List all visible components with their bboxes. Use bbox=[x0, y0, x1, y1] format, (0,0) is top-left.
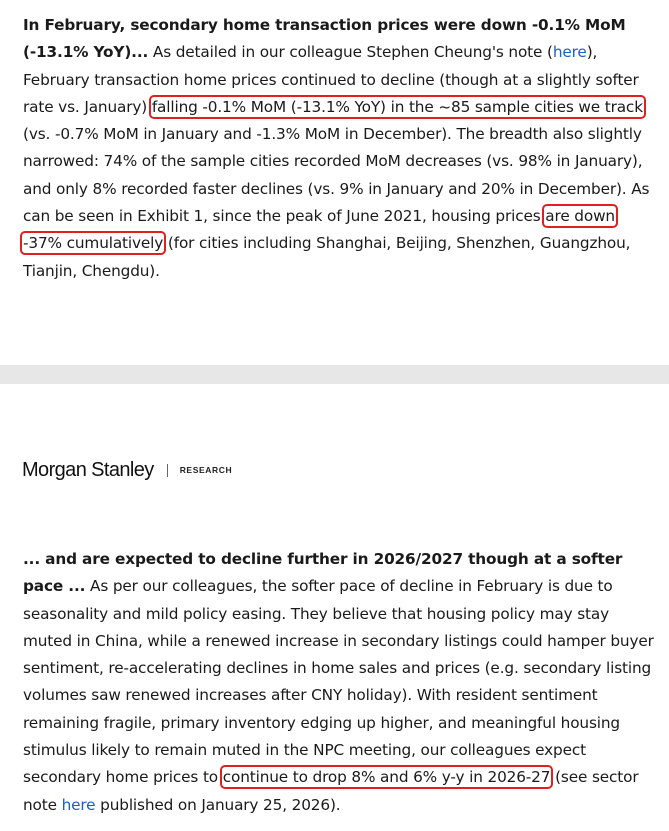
highlight-box: continue to drop 8% and 6% y-y in 2026-27 bbox=[222, 768, 551, 787]
paragraph-text: (for cities including Shanghai, Beijing, Shenzhen, Guangzhou, Tianjin, Chengdu). bbox=[23, 234, 631, 280]
paragraph-feb-prices bbox=[23, 12, 655, 285]
logo-separator bbox=[167, 464, 168, 477]
paragraph-text: ), February transaction home prices continued to decline (though at a slightly softer rate vs. January) bbox=[23, 43, 639, 116]
paragraph-text: published on January 25, 2026). bbox=[95, 795, 341, 814]
research-label: RESEARCH bbox=[179, 465, 233, 475]
paragraph-text: (vs. -0.7% MoM in January and -1.3% MoM in December). The breadth also slightly narrowed: 74% of the sample cities recorded MoM decreases (vs. 98% in January), and only 8% recorded faster declines (vs. 9% in January and 20% in December). As can be seen in Exhibit 1, since the peak of June 2021, housing prices bbox=[23, 125, 650, 226]
highlight-box: falling -0.1% MoM (-13.1% YoY) in the ~85 sample cities we track bbox=[151, 97, 643, 116]
paragraph-lead: ... and are expected to decline further in 2026/2027 though at a softer pace ... bbox=[23, 550, 623, 596]
brand-header bbox=[22, 457, 232, 483]
paragraph-text: (see sector note bbox=[23, 768, 639, 814]
section-divider bbox=[0, 365, 669, 384]
paragraph-lead: In February, secondary home transaction prices were down -0.1% MoM (-13.1% YoY)... bbox=[23, 16, 626, 62]
highlight-box: are down -37% cumulatively bbox=[23, 207, 615, 253]
paragraph-text: As detailed in our colleague Stephen Cheung's note ( bbox=[148, 43, 553, 62]
paragraph-outlook bbox=[23, 546, 655, 819]
morgan-stanley-logo: Morgan Stanley bbox=[22, 458, 154, 481]
sector-note-link[interactable]: here bbox=[61, 795, 96, 814]
note-link[interactable]: here bbox=[552, 43, 587, 62]
paragraph-text: As per our colleagues, the softer pace of decline in February is due to seasonality and mild policy easing. They believe that housing policy may stay muted in China, while a renewed increase in secondary listings could hamper buyer sentiment, re-accelerating declines in home sales and prices (e.g. secondary listing volumes saw renewed increases after CNY holiday). With resident sentiment remaining fragile, primary inventory edging up higher, and meaningful housing stimulus likely to remain muted in the NPC meeting, our colleagues expect secondary home prices to bbox=[23, 577, 654, 787]
